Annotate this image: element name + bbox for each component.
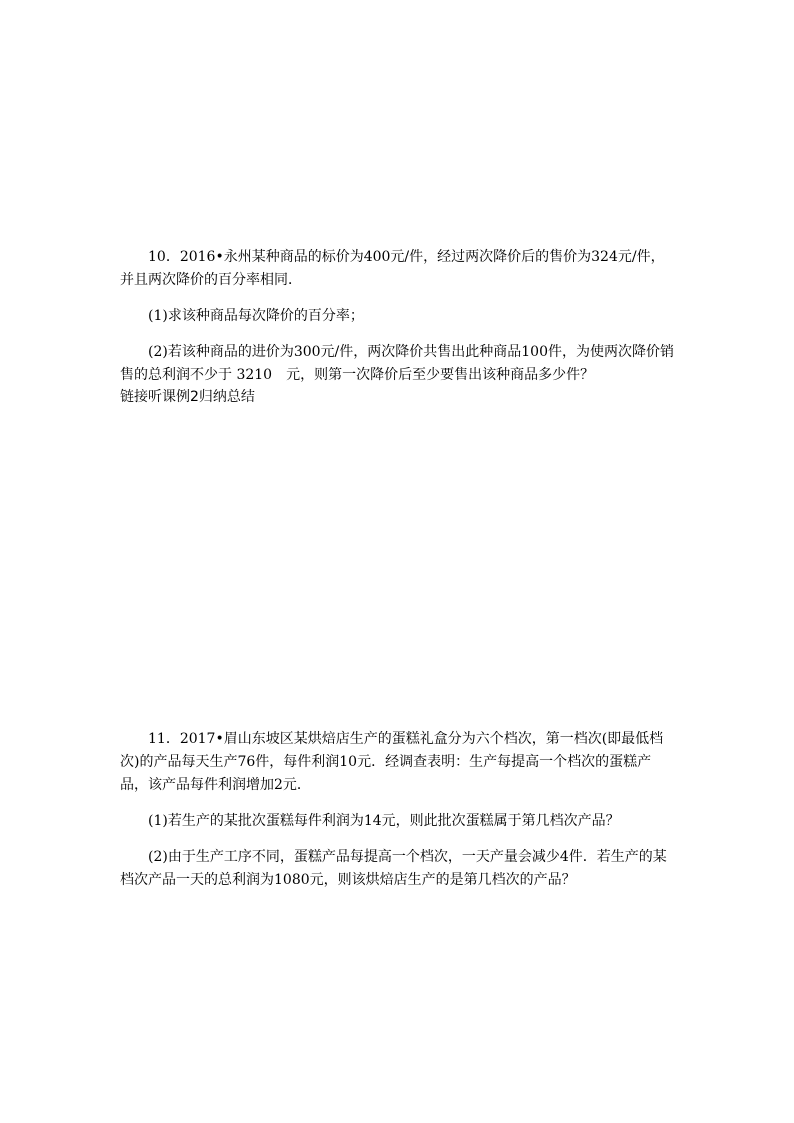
problem-10-link: 链接听课例2归纳总结 xyxy=(120,389,255,405)
problem-11 xyxy=(120,728,676,892)
problem-10 xyxy=(120,246,676,407)
problem-10-part-2: (2)若该种商品的进价为300元/件，两次降价共售出此种商品100件，为使两次降价销售的总利润不少于 3210 元，则第一次降价后至少要售出该种商品多少件？ xyxy=(120,344,674,383)
problem-11-part-1: (1)若生产的某批次蛋糕每件利润为14元，则此批次蛋糕属于第几档次产品？ xyxy=(148,813,620,829)
problem-11-part-2: (2)由于生产工序不同，蛋糕产品每提高一个档次，一天产量会减少4件．若生产的某档次产品一天的总利润为1080元，则该烘焙店生产的是第几档次的产品？ xyxy=(120,849,667,888)
problem-11-stem: 11．2017•眉山东坡区某烘焙店生产的蛋糕礼盒分为六个档次，第一档次(即最低档次)的产品每天生产76件，每件利润10元．经调查表明：生产每提高一个档次的蛋糕产品，该产品每件利润增加2元． xyxy=(120,731,664,793)
problem-10-stem: 10．2016•永州某种商品的标价为400元/件，经过两次降价后的售价为324元/件，并且两次降价的百分率相同． xyxy=(120,249,665,288)
problem-10-part-1: (1)求该种商品每次降价的百分率； xyxy=(148,308,364,324)
